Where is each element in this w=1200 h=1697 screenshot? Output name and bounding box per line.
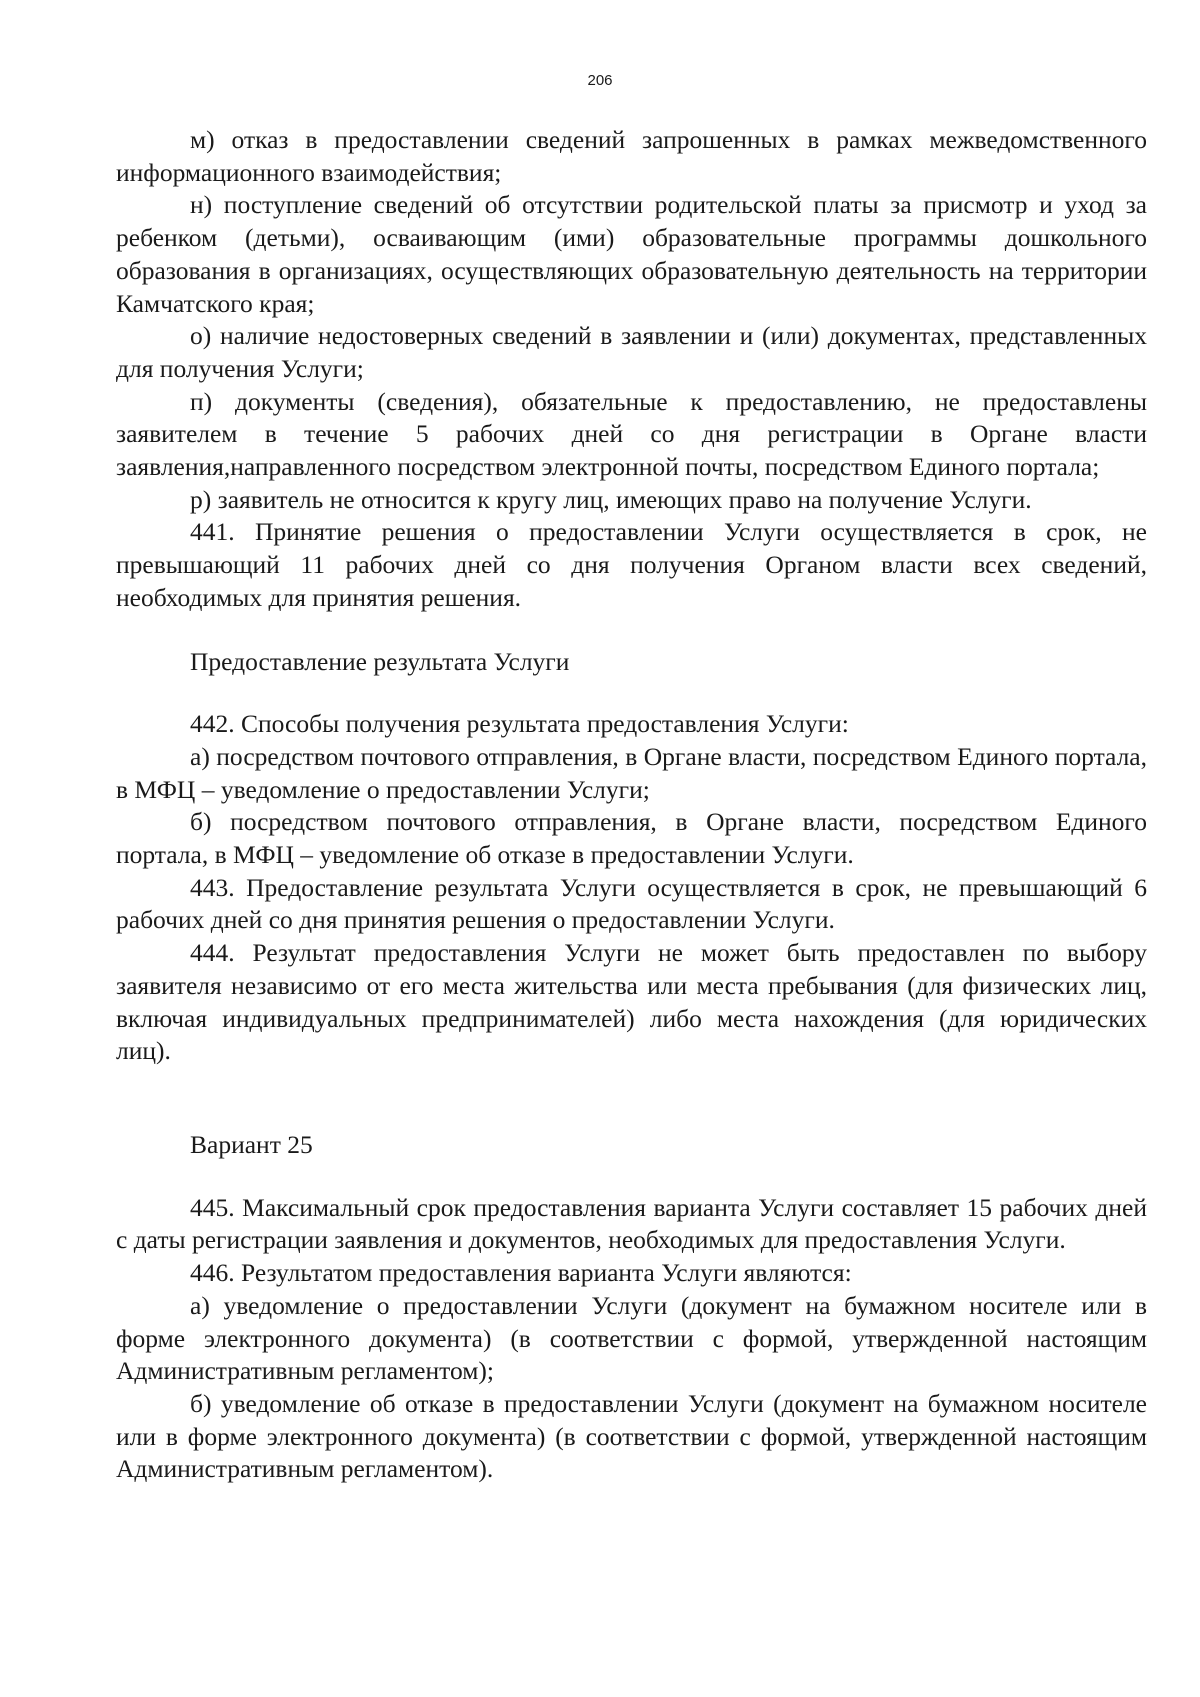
section-heading-result: Предоставление результата Услуги	[190, 646, 570, 676]
paragraph-443: 443. Предоставление результата Услуги осуществляется в срок, не превышающий 6 рабочих дней со дня принятия решения о предоставлении Услуги.	[116, 872, 1147, 935]
paragraph-446: 446. Результатом предоставления варианта Услуги являются:	[190, 1258, 852, 1288]
paragraph-442: 442. Способы получения результата предоставления Услуги:	[190, 709, 849, 739]
paragraph-item-n: н) поступление сведений об отсутствии родительской платы за присмотр и уход за ребенком (детьми), осваивающим (ими) образовательные программы дошкольного образования в организациях, осуществляющих образовательную деятельность на территории Камчатского края;	[116, 190, 1147, 318]
paragraph-item-p: п) документы (сведения), обязательные к предоставлению, не предоставлены заявителем в течение 5 рабочих дней со дня регистрации в Органе власти заявления,направленного посредством электронной почты, посредством Единого портала;	[116, 386, 1147, 482]
paragraph-445: 445. Максимальный срок предоставления варианта Услуги составляет 15 рабочих дней с даты регистрации заявления и документов, необходимых для предоставления Услуги.	[116, 1192, 1147, 1255]
paragraph-442-a: а) посредством почтового отправления, в Органе власти, посредством Единого портала, в МФЦ – уведомление о предоставлении Услуги;	[116, 741, 1147, 804]
paragraph-item-m: м) отказ в предоставлении сведений запрошенных в рамках межведомственного информационного взаимодействия;	[116, 125, 1147, 187]
paragraph-item-r: р) заявитель не относится к кругу лиц, имеющих право на получение Услуги.	[190, 484, 1032, 514]
paragraph-item-o: о) наличие недостоверных сведений в заявлении и (или) документах, представленных для получения Услуги;	[116, 321, 1147, 383]
page-number: 206	[587, 72, 613, 89]
paragraph-444: 444. Результат предоставления Услуги не может быть предоставлен по выбору заявителя независимо от его места жительства или места пребывания (для физических лиц, включая индивидуальных предпринимателей) либо места нахождения (для юридических лиц).	[116, 938, 1147, 1066]
document-body	[116, 124, 1147, 1486]
paragraph-446-b: б) уведомление об отказе в предоставлении Услуги (документ на бумажном носителе или в форме электронного документа) (в соответствии с формой, утвержденной настоящим Административным регламентом).	[116, 1388, 1147, 1484]
section-heading-variant: Вариант 25	[190, 1129, 313, 1159]
paragraph-441: 441. Принятие решения о предоставлении Услуги осуществляется в срок, не превышающий 11 рабочих дней со дня получения Органом власти всех сведений, необходимых для принятия решения.	[116, 517, 1147, 612]
paragraph-442-b: б) посредством почтового отправления, в Органе власти, посредством Единого портала, в МФЦ – уведомление об отказе в предоставлении Услуги.	[116, 807, 1147, 870]
paragraph-446-a: а) уведомление о предоставлении Услуги (документ на бумажном носителе или в форме электронного документа) (в соответствии с формой, утвержденной настоящим Административным регламентом);	[116, 1290, 1147, 1386]
